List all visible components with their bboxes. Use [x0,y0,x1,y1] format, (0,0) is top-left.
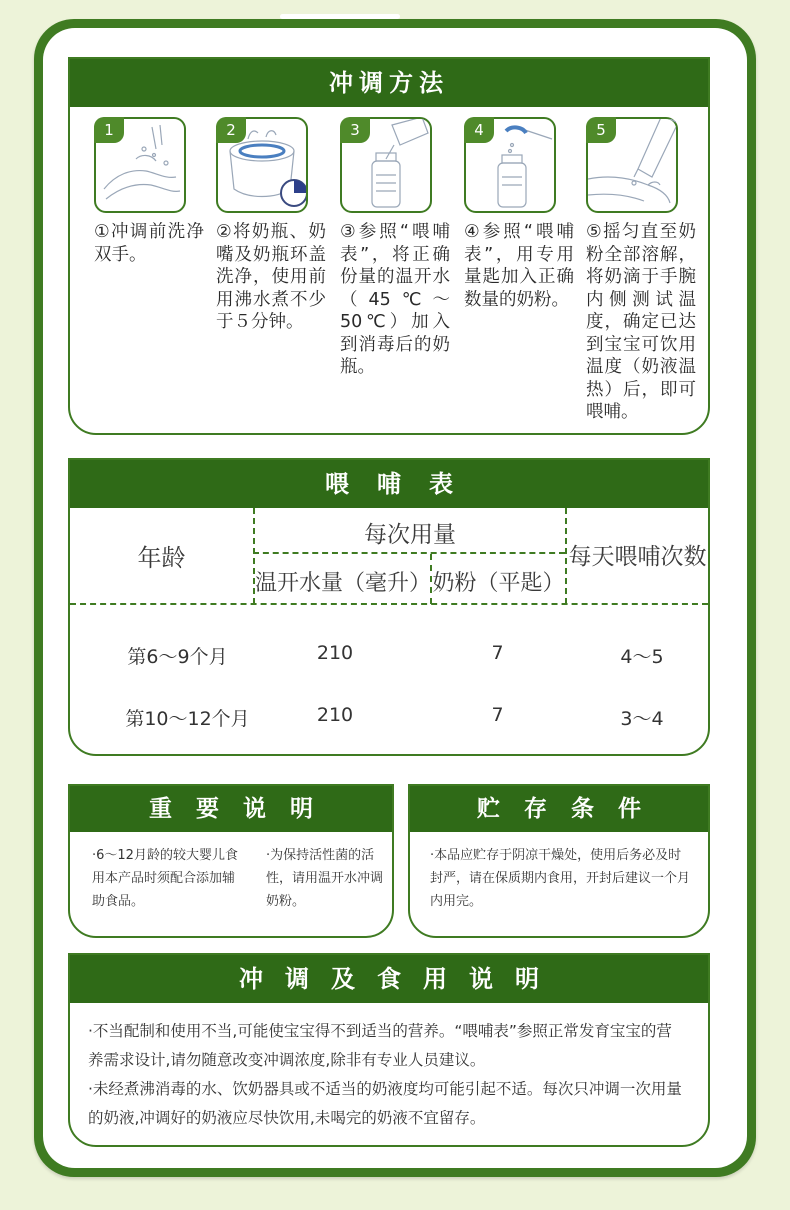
step-4 [464,117,574,311]
text-line: 性，请用温开水冲调 [266,871,384,886]
top-notch [280,14,400,19]
preparation-method-section [68,57,710,435]
times-cell: 4～5 [620,646,664,668]
step-1 [94,117,204,266]
text-line: ·不当配制和使用不当,可能使宝宝得不到适当的营养。“喂哺表”参照正常发育宝宝的营 [88,1022,672,1040]
step-number: 2 [216,117,246,143]
powder-header: 奶粉（平匙） [432,571,565,596]
text-line: 封严，请在保质期内食用，开封后建议一个月 [430,871,691,886]
water-header: 温开水量（毫升） [255,571,432,596]
storage-section [408,784,710,938]
preparation-method-title: 冲调方法 [70,59,708,107]
text-line: 助食品。 [92,894,145,909]
important-notes-title: 重要说明 [70,786,392,832]
usage-instructions-title: 冲调及食用说明 [70,955,708,1003]
usage-instructions-text [88,1017,694,1133]
text-line: ·6～12月龄的较大婴儿食 [92,848,238,863]
step-number: 3 [340,117,370,143]
divider [70,603,708,605]
age-header: 年龄 [137,544,186,572]
text-line: 的奶液,冲调好的奶液应尽快饮用,未喝完的奶液不宜留存。 [88,1109,486,1127]
step-3 [340,117,450,379]
each-amount-header: 每次用量 [364,522,456,548]
text-line: 养需求设计,请勿随意改变冲调浓度,除非有专业人员建议。 [88,1051,486,1069]
age-cell: 第10～12个月 [125,708,250,730]
storage-title: 贮存条件 [410,786,708,832]
pour-water-icon [340,117,432,213]
boil-pot-icon [216,117,308,213]
text-line: ·未经煮沸消毒的水、饮奶器具或不适当的奶液度均可能引起不适。每次只冲调一次用量 [88,1080,682,1098]
step-3-text: ③参照“喂哺表”，将正确份量的温开水（45℃～50℃）加入到消毒后的奶瓶。 [340,222,450,377]
text-line: ·为保持活性菌的活 [266,848,375,863]
step-5 [586,117,696,424]
scoop-powder-icon [464,117,556,213]
important-notes-section [68,784,394,938]
step-number: 4 [464,117,494,143]
step-number: 5 [586,117,616,143]
divider [253,552,565,554]
powder-cell: 7 [491,704,504,726]
important-note-2 [266,844,383,913]
hand-wash-icon [94,117,186,213]
text-line: 奶粉。 [266,894,306,909]
feeding-table-title: 喂哺表 [70,460,708,508]
step-2-text: ②将奶瓶、奶嘴及奶瓶环盖洗净，使用前用沸水煮不少于５分钟。 [216,222,326,332]
step-4-text: ④参照“喂哺表”，用专用量匙加入正确数量的奶粉。 [464,222,574,310]
text-line: ·本品应贮存于阴凉干燥处，使用后务必及时 [430,848,682,863]
step-2 [216,117,326,334]
text-line: 内用完。 [430,894,483,909]
important-note-1 [92,844,238,913]
times-cell: 3～4 [620,708,664,730]
feeding-table-section [68,458,710,756]
powder-cell: 7 [491,642,504,664]
step-5-text: ⑤摇匀直至奶粉全部溶解，将奶滴于手腕内侧测试温度，确定已达到宝宝可饮用温度（奶液温热）后，即可喂哺。 [586,222,696,422]
storage-text [430,844,690,913]
water-cell: 210 [316,642,354,664]
age-cell: 第6～9个月 [127,646,228,668]
usage-instructions-section [68,953,710,1147]
step-number: 1 [94,117,124,143]
wrist-test-icon [586,117,678,213]
step-1-text: ①冲调前洗净双手。 [94,222,204,265]
water-cell: 210 [316,704,354,726]
text-line: 用本产品时须配合添加辅 [92,871,236,886]
times-header: 每天喂哺次数 [568,544,707,570]
